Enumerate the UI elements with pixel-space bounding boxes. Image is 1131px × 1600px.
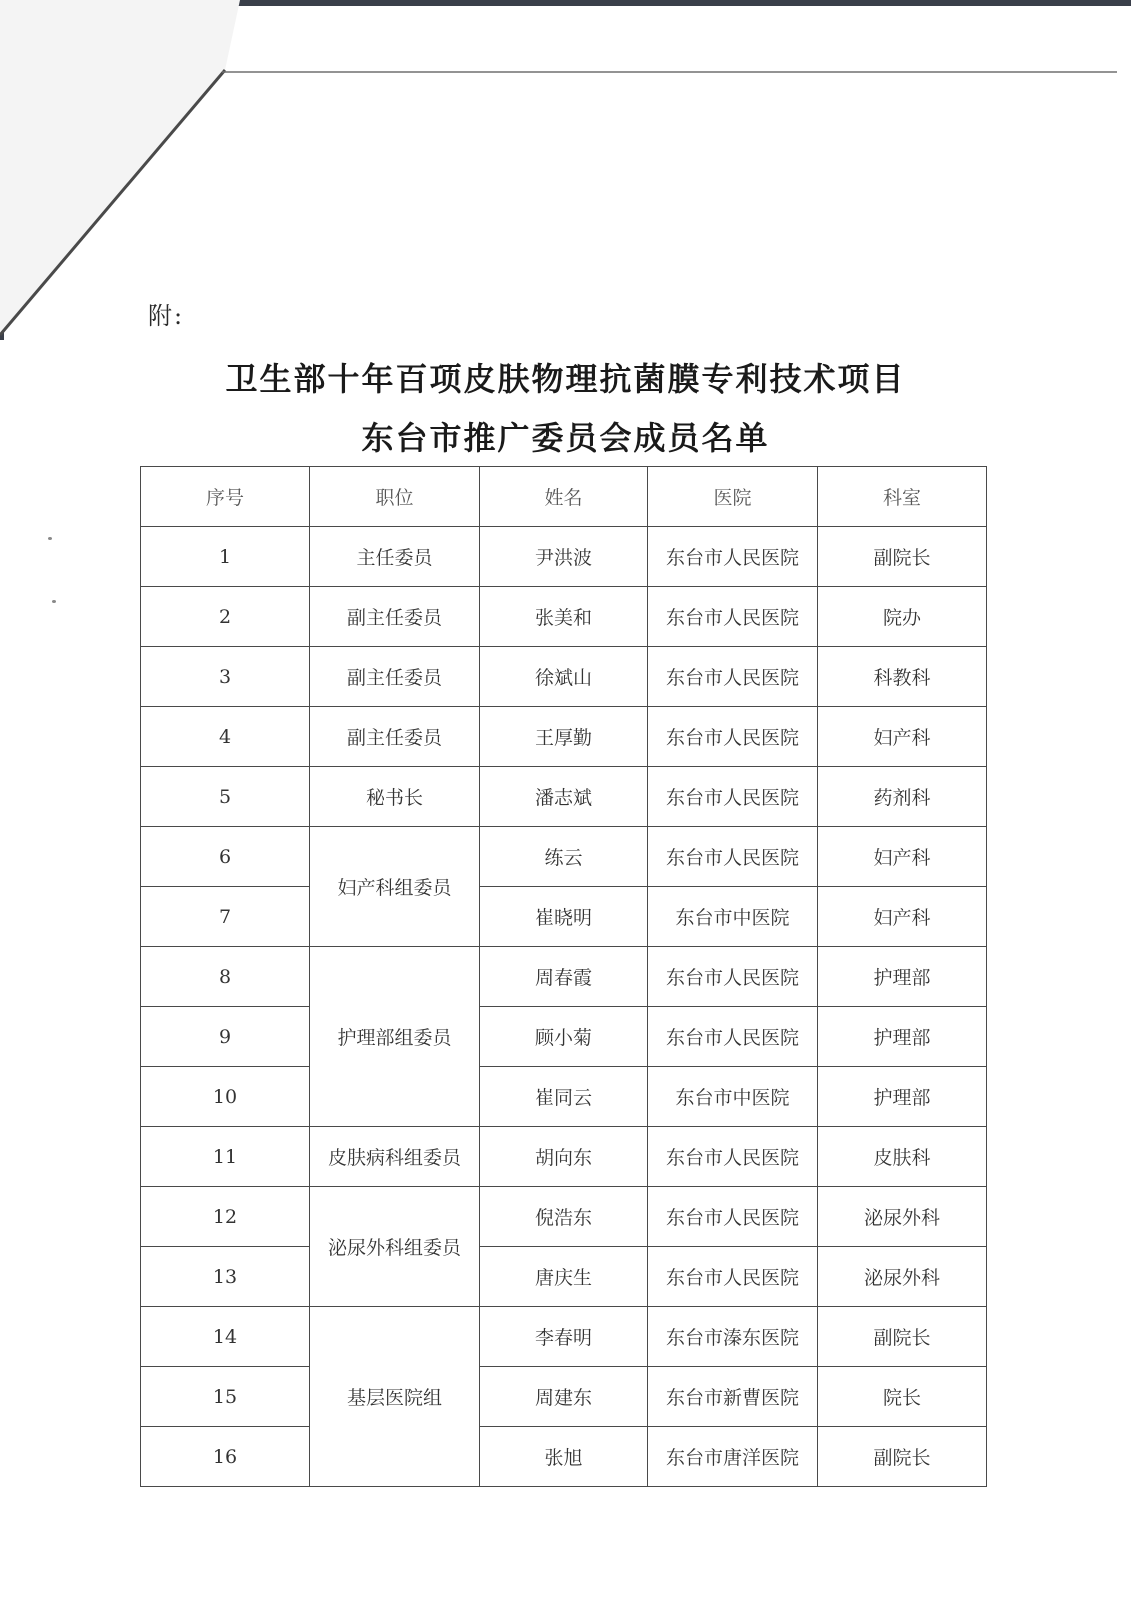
page-top-edge [222,71,1117,73]
cell-department: 院长 [818,1367,987,1427]
cell-hospital: 东台市人民医院 [648,587,818,647]
cell-hospital: 东台市唐洋医院 [648,1427,818,1487]
cell-number: 15 [141,1367,310,1427]
cell-position: 护理部组委员 [310,947,480,1127]
cell-department: 护理部 [818,947,987,1007]
cell-department: 副院长 [818,1427,987,1487]
cell-number: 6 [141,827,310,887]
table-row [141,1127,987,1187]
cell-department: 泌尿外科 [818,1187,987,1247]
cell-name: 练云 [480,827,648,887]
cell-hospital: 东台市人民医院 [648,1127,818,1187]
cell-name: 尹洪波 [480,527,648,587]
cell-name: 王厚勤 [480,707,648,767]
cell-department: 副院长 [818,1307,987,1367]
cell-hospital: 东台市新曹医院 [648,1367,818,1427]
cell-name: 倪浩东 [480,1187,648,1247]
cell-department: 皮肤科 [818,1127,987,1187]
cell-department: 泌尿外科 [818,1247,987,1307]
header-number: 序号 [141,467,310,527]
cell-department: 妇产科 [818,707,987,767]
cell-name: 周春霞 [480,947,648,1007]
cell-department: 护理部 [818,1007,987,1067]
cell-position: 副主任委员 [310,647,480,707]
table-row [141,1007,987,1067]
cell-position: 副主任委员 [310,707,480,767]
table-row [141,947,987,1007]
cell-number: 3 [141,647,310,707]
cell-position: 皮肤病科组委员 [310,1127,480,1187]
folded-page-corner [0,0,240,350]
cell-number: 12 [141,1187,310,1247]
cell-position: 秘书长 [310,767,480,827]
cell-name: 崔晓明 [480,887,648,947]
cell-hospital: 东台市溱东医院 [648,1307,818,1367]
cell-hospital: 东台市人民医院 [648,947,818,1007]
cell-number: 2 [141,587,310,647]
table-row [141,1187,987,1247]
table-row [141,1307,987,1367]
cell-number: 1 [141,527,310,587]
cell-department: 妇产科 [818,827,987,887]
cell-hospital: 东台市人民医院 [648,647,818,707]
cell-number: 13 [141,1247,310,1307]
table-row [141,587,987,647]
cell-department: 护理部 [818,1067,987,1127]
cell-name: 顾小菊 [480,1007,648,1067]
cell-hospital: 东台市人民医院 [648,767,818,827]
cell-department: 科教科 [818,647,987,707]
cell-number: 8 [141,947,310,1007]
cell-hospital: 东台市人民医院 [648,1247,818,1307]
cell-hospital: 东台市人民医院 [648,527,818,587]
cell-hospital: 东台市人民医院 [648,707,818,767]
table-row [141,527,987,587]
cell-department: 药剂科 [818,767,987,827]
header-department: 科室 [818,467,987,527]
cell-number: 14 [141,1307,310,1367]
cell-department: 院办 [818,587,987,647]
cell-name: 潘志斌 [480,767,648,827]
header-hospital: 医院 [648,467,818,527]
cell-number: 4 [141,707,310,767]
table-header-row [141,467,987,527]
table-row [141,707,987,767]
attachment-label: 附: [148,302,185,330]
cell-number: 11 [141,1127,310,1187]
cell-number: 16 [141,1427,310,1487]
cell-number: 7 [141,887,310,947]
cell-name: 唐庆生 [480,1247,648,1307]
cell-position: 泌尿外科组委员 [310,1187,480,1307]
cell-name: 徐斌山 [480,647,648,707]
table-row [141,1247,987,1307]
cell-position: 基层医院组 [310,1307,480,1487]
document-subtitle: 东台市推广委员会成员名单 [361,419,770,457]
cell-name: 张旭 [480,1427,648,1487]
cell-name: 周建东 [480,1367,648,1427]
cell-position: 副主任委员 [310,587,480,647]
cell-number: 9 [141,1007,310,1067]
cell-hospital: 东台市人民医院 [648,827,818,887]
cell-position: 妇产科组委员 [310,827,480,947]
cell-hospital: 东台市中医院 [648,887,818,947]
cell-number: 10 [141,1067,310,1127]
table-row [141,827,987,887]
scan-speck [48,537,52,540]
cell-department: 副院长 [818,527,987,587]
table-row [141,1067,987,1127]
cell-department: 妇产科 [818,887,987,947]
document-title: 卫生部十年百项皮肤物理抗菌膜专利技术项目 [225,360,906,398]
cell-hospital: 东台市中医院 [648,1067,818,1127]
header-name: 姓名 [480,467,648,527]
committee-roster-table [140,466,987,1487]
cell-hospital: 东台市人民医院 [648,1187,818,1247]
cell-name: 张美和 [480,587,648,647]
table-row [141,647,987,707]
cell-number: 5 [141,767,310,827]
cell-name: 李春明 [480,1307,648,1367]
scan-speck [52,600,56,603]
cell-name: 胡向东 [480,1127,648,1187]
table-row [141,767,987,827]
cell-hospital: 东台市人民医院 [648,1007,818,1067]
table-row [141,1367,987,1427]
table-row [141,887,987,947]
cell-name: 崔同云 [480,1067,648,1127]
header-position: 职位 [310,467,480,527]
table-row [141,1427,987,1487]
cell-position: 主任委员 [310,527,480,587]
